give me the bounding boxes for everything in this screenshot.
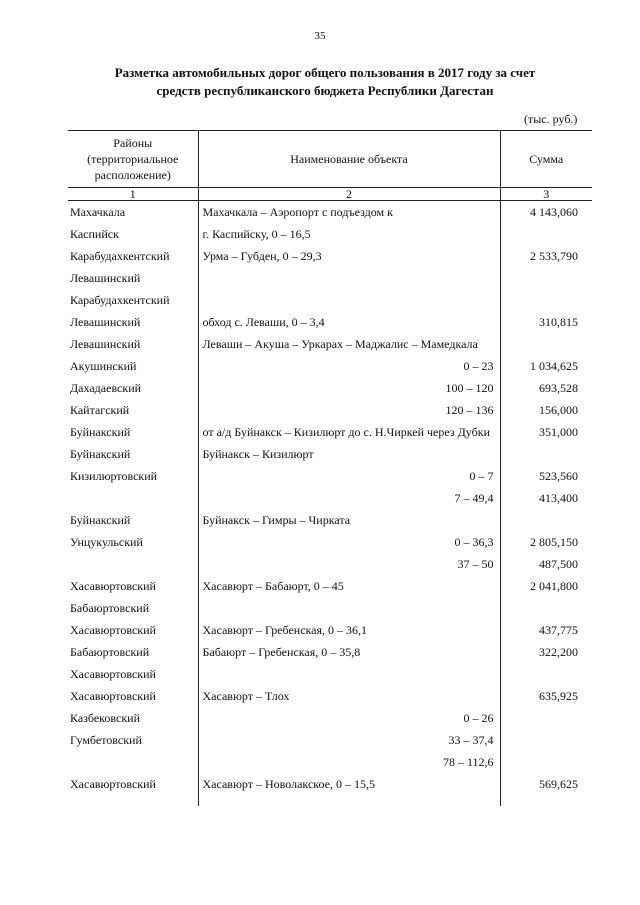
object-cell: Махачкала – Аэропорт с подъездом к	[198, 201, 500, 224]
amount-cell	[500, 663, 592, 685]
district-cell: Унцукульский	[68, 531, 198, 553]
table-row	[68, 685, 592, 707]
table-row	[68, 355, 592, 377]
district-cell	[68, 553, 198, 575]
amount-cell	[500, 333, 592, 355]
district-cell: Хасавюртовский	[68, 619, 198, 641]
table-row	[68, 245, 592, 267]
amount-cell	[500, 289, 592, 311]
object-cell: Хасавюрт – Тлох	[198, 685, 500, 707]
page-number: 35	[314, 30, 326, 42]
table-row	[68, 377, 592, 399]
amount-cell: 4 143,060	[500, 201, 592, 224]
amount-cell: 523,560	[500, 465, 592, 487]
table-row	[68, 311, 592, 333]
object-cell	[198, 663, 500, 685]
district-cell: Кайтагский	[68, 399, 198, 421]
table-row	[68, 773, 592, 806]
table-row	[68, 487, 592, 509]
units-label: (тыс. руб.)	[524, 112, 578, 126]
amount-cell: 310,815	[500, 311, 592, 333]
column-number-3: 3	[500, 188, 592, 201]
table-row	[68, 289, 592, 311]
object-cell: обход с. Леваши, 0 – 3,4	[198, 311, 500, 333]
district-cell	[68, 487, 198, 509]
table-row	[68, 465, 592, 487]
district-cell: Бабаюртовский	[68, 597, 198, 619]
table-row	[68, 663, 592, 685]
roads-table	[68, 130, 592, 806]
object-cell: Бабаюрт – Гребенская, 0 – 35,8	[198, 641, 500, 663]
object-cell	[198, 267, 500, 289]
amount-cell: 2 805,150	[500, 531, 592, 553]
amount-cell	[500, 597, 592, 619]
amount-cell: 2 533,790	[500, 245, 592, 267]
table-row	[68, 201, 592, 224]
table-row	[68, 267, 592, 289]
amount-cell	[500, 443, 592, 465]
amount-cell: 693,528	[500, 377, 592, 399]
amount-cell: 487,500	[500, 553, 592, 575]
amount-cell: 1 034,625	[500, 355, 592, 377]
table-row	[68, 399, 592, 421]
table-row	[68, 421, 592, 443]
object-cell	[198, 597, 500, 619]
district-cell: Карабудахкентский	[68, 245, 198, 267]
table-row	[68, 751, 592, 773]
table-row	[68, 597, 592, 619]
header-districts: Районы (территориальное расположение)	[68, 131, 198, 188]
table-header-row	[68, 131, 592, 188]
district-cell: Каспийск	[68, 223, 198, 245]
district-cell: Кизилюртовский	[68, 465, 198, 487]
object-cell: 100 – 120	[198, 377, 500, 399]
object-cell: 33 – 37,4	[198, 729, 500, 751]
district-cell: Буйнакский	[68, 443, 198, 465]
object-cell: Буйнакск – Кизилюрт	[198, 443, 500, 465]
object-cell	[198, 289, 500, 311]
object-cell: от а/д Буйнакск – Кизилюрт до с. Н.Чиркей через Дубки	[198, 421, 500, 443]
district-cell: Хасавюртовский	[68, 663, 198, 685]
amount-cell	[500, 223, 592, 245]
amount-cell: 569,625	[500, 773, 592, 806]
table-row	[68, 553, 592, 575]
object-cell: Хасавюрт – Новолакское, 0 – 15,5	[198, 773, 500, 806]
object-cell: 78 – 112,6	[198, 751, 500, 773]
object-cell: 120 – 136	[198, 399, 500, 421]
district-cell: Бабаюртовский	[68, 641, 198, 663]
district-cell: Акушинский	[68, 355, 198, 377]
object-cell: г. Каспийску, 0 – 16,5	[198, 223, 500, 245]
table-row	[68, 707, 592, 729]
column-number-2: 2	[198, 188, 500, 201]
table-row	[68, 531, 592, 553]
district-cell: Дахадаевский	[68, 377, 198, 399]
amount-cell	[500, 729, 592, 751]
district-cell	[68, 751, 198, 773]
table-row	[68, 443, 592, 465]
object-cell: 0 – 7	[198, 465, 500, 487]
table-row	[68, 223, 592, 245]
district-cell: Левашинский	[68, 311, 198, 333]
table-row	[68, 333, 592, 355]
district-cell: Карабудахкентский	[68, 289, 198, 311]
amount-cell: 322,200	[500, 641, 592, 663]
amount-cell: 437,775	[500, 619, 592, 641]
amount-cell: 635,925	[500, 685, 592, 707]
object-cell: Хасавюрт – Гребенская, 0 – 36,1	[198, 619, 500, 641]
amount-cell	[500, 509, 592, 531]
table-row	[68, 575, 592, 597]
table-row	[68, 641, 592, 663]
table-row	[68, 619, 592, 641]
table-row	[68, 729, 592, 751]
district-cell: Буйнакский	[68, 509, 198, 531]
amount-cell: 413,400	[500, 487, 592, 509]
amount-cell: 2 041,800	[500, 575, 592, 597]
amount-cell	[500, 267, 592, 289]
amount-cell: 351,000	[500, 421, 592, 443]
district-cell: Казбековский	[68, 707, 198, 729]
table-row	[68, 509, 592, 531]
header-amount: Сумма	[500, 131, 592, 188]
object-cell: Хасавюрт – Бабаюрт, 0 – 45	[198, 575, 500, 597]
amount-cell	[500, 751, 592, 773]
district-cell: Гумбетовский	[68, 729, 198, 751]
document-title	[60, 64, 590, 100]
object-cell: Урма – Губден, 0 – 29,3	[198, 245, 500, 267]
object-cell: Леваши – Акуша – Уркарах – Маджалис – Мамедкала	[198, 333, 500, 355]
district-cell: Буйнакский	[68, 421, 198, 443]
district-cell: Махачкала	[68, 201, 198, 224]
amount-cell	[500, 707, 592, 729]
district-cell: Хасавюртовский	[68, 575, 198, 597]
object-cell: 37 – 50	[198, 553, 500, 575]
title-line-1: Разметка автомобильных дорог общего пользования в 2017 году за счет	[114, 65, 536, 80]
object-cell: 0 – 36,3	[198, 531, 500, 553]
district-cell: Хасавюртовский	[68, 773, 198, 806]
title-line-2: средств республиканского бюджета Республики Дагестан	[156, 83, 494, 98]
district-cell: Левашинский	[68, 267, 198, 289]
amount-cell: 156,000	[500, 399, 592, 421]
object-cell: Буйнакск – Гимры – Чирката	[198, 509, 500, 531]
district-cell: Левашинский	[68, 333, 198, 355]
object-cell: 0 – 26	[198, 707, 500, 729]
column-number-row	[68, 188, 592, 201]
header-object-name: Наименование объекта	[198, 131, 500, 188]
district-cell: Хасавюртовский	[68, 685, 198, 707]
object-cell: 7 – 49,4	[198, 487, 500, 509]
object-cell: 0 – 23	[198, 355, 500, 377]
column-number-1: 1	[68, 188, 198, 201]
